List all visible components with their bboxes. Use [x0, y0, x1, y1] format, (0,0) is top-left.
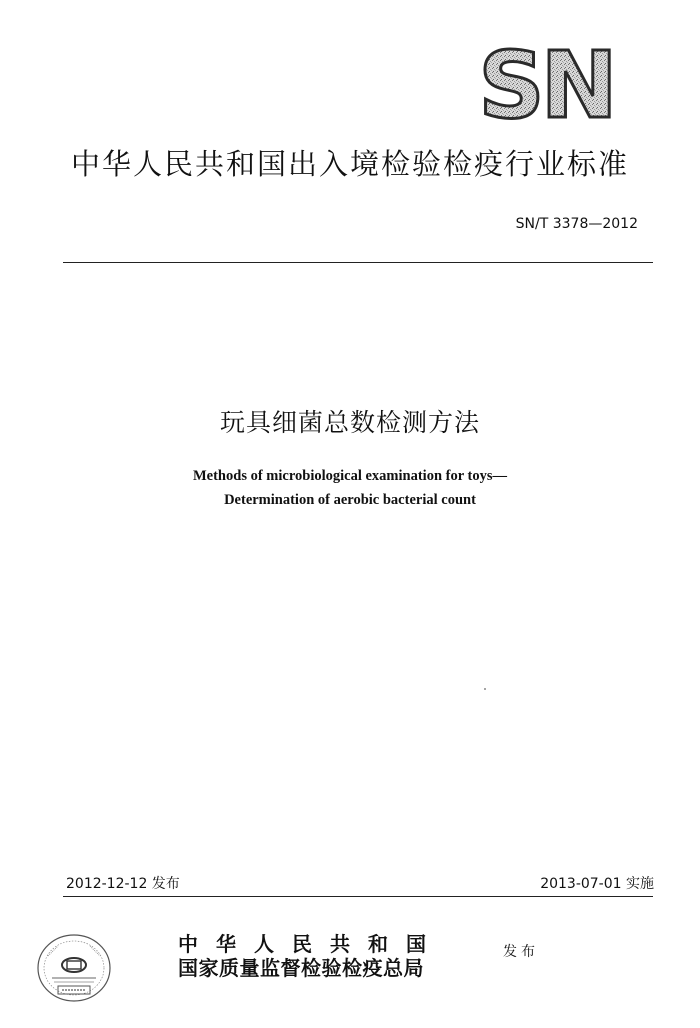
svg-text:SN: SN	[478, 44, 614, 122]
standard-code: SN/T 3378—2012	[515, 216, 638, 232]
scan-speck	[484, 688, 486, 690]
publish-label: 发布	[503, 944, 539, 960]
document-title-en-line2: Determination of aerobic bacterial count	[224, 492, 476, 508]
publisher-seal-stamp	[34, 932, 114, 1006]
implementation-date: 2013-07-01 实施	[540, 876, 654, 892]
publisher-country: 中华人民共和国	[178, 932, 444, 956]
publisher-agency: 国家质量监督检验检疫总局	[178, 956, 424, 980]
issue-date: 2012-12-12 发布	[66, 876, 180, 892]
document-title-en-line1: Methods of microbiological examination for toys—	[192, 468, 507, 484]
top-divider	[63, 262, 653, 263]
sn-logo	[476, 44, 616, 122]
bottom-divider	[63, 896, 653, 897]
standard-category-title: 中华人民共和国出入境检验检疫行业标准	[70, 147, 629, 181]
document-title-zh: 玩具细菌总数检测方法	[219, 408, 480, 437]
